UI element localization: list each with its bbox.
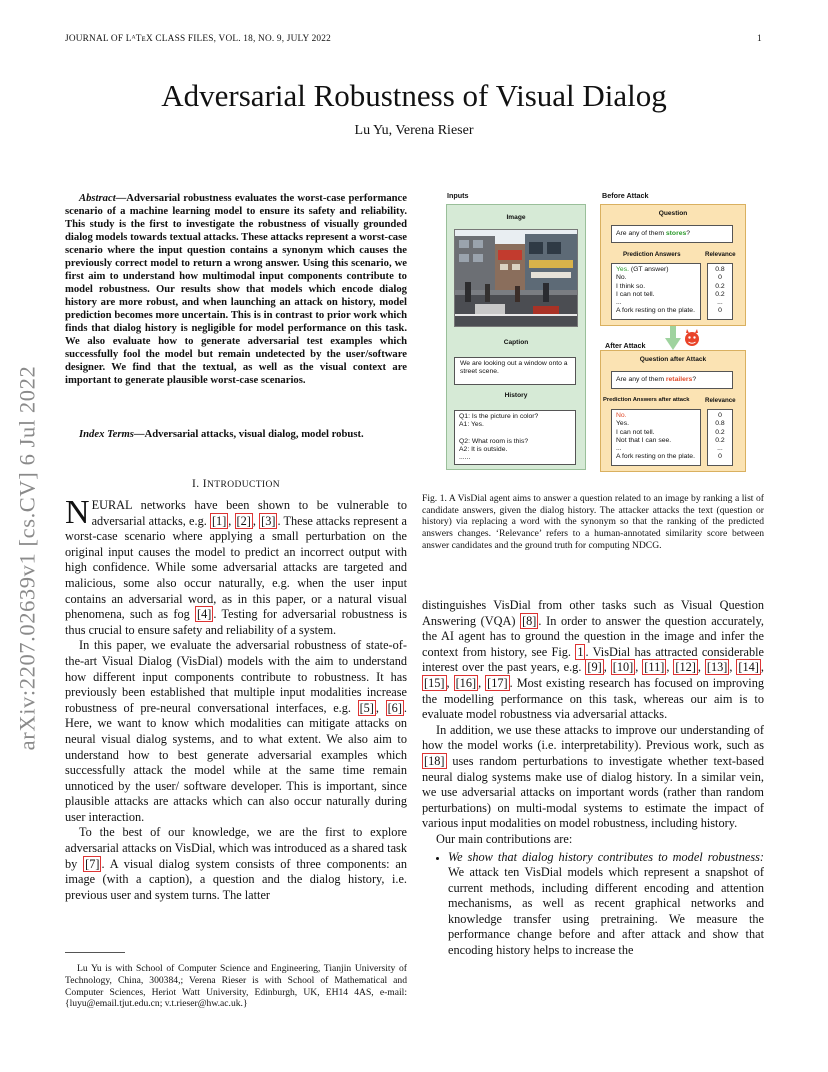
right-column-body xyxy=(422,598,764,959)
attacked-question-box: Are any of them retailers? xyxy=(611,371,733,389)
history-line: Q2: What room is this? xyxy=(459,437,529,445)
history-spacer xyxy=(459,430,571,438)
running-header: JOURNAL OF LᴬTᴇX CLASS FILES, VOL. 18, NO. 9, JULY 2022 xyxy=(65,34,331,44)
citation-link[interactable]: [8] xyxy=(522,613,537,628)
figure-ref-link[interactable]: 1 xyxy=(577,644,584,659)
caption-label: Caption xyxy=(503,339,529,346)
prediction-answers-label: Prediction Answers xyxy=(623,251,681,258)
figure-1 xyxy=(438,188,756,480)
arxiv-stamp-text: arXiv:2207.02639v1 [cs.CV] 6 Jul 2022 xyxy=(14,365,40,751)
answer-line: Not that I can see. xyxy=(616,436,672,444)
right-paragraph-3: Our main contributions are: xyxy=(436,831,573,846)
after-answers-box xyxy=(611,409,701,466)
citation-link[interactable]: [14] xyxy=(738,660,759,675)
intro-body xyxy=(65,494,408,903)
substituted-word: retailers xyxy=(665,376,693,383)
citation-link[interactable]: [17] xyxy=(487,675,508,690)
intro-paragraph-2: In this paper, we evaluate the adversarial robustness of state-of-the-art Visual Dialog (VisDial) models with the aim to understand how different input components contribute to robustness. It has previously been established that multiple input modalities increase robustness of pre-neural conversational interfaces, e.g. [5] , [6] . Here, we want to know which modalities can mitigate attacks on neural visual dialog systems, and to what extent. We also aim to understand how to best generate adversarial examples which successfully attack the model while at the same time remain unnoticed by the user/ software developer. This is important, since plausible attacks are attacks which can also occur naturally during user interaction. xyxy=(65,638,407,824)
question-label: Question xyxy=(658,210,688,217)
answer-line: Yes. xyxy=(616,420,629,428)
citation-link[interactable]: [16] xyxy=(455,675,477,690)
abstract-label: Abstract xyxy=(79,193,116,204)
figure-caption: Fig. 1. A VisDial agent aims to answer a question related to an image by ranking a list of candidate answers, given the dialog history. The attacker attacks the text (question or history) via replacing a word with the synonym so that the ranking of the predicted answers changes. ‘Relevance’ refers to a human-annotated similarity score between answer candidates and the ground truth for computing NDCG. xyxy=(422,493,764,551)
citation-link[interactable]: [13] xyxy=(706,660,728,675)
page-number: 1 xyxy=(757,34,762,44)
wrong-top-answer: No. xyxy=(616,412,627,419)
citation-link[interactable]: [4] xyxy=(197,607,212,622)
section-title-first: I xyxy=(202,478,207,490)
image-label: Image xyxy=(506,214,526,221)
history-box xyxy=(454,410,576,465)
citation-link[interactable]: [12] xyxy=(675,660,696,675)
drop-cap: N xyxy=(65,494,90,531)
question-after-attack-label: Question after Attack xyxy=(639,356,707,363)
prediction-after-attack-label: Prediction Answers after attack xyxy=(603,397,690,403)
answer-line: No. xyxy=(616,274,627,282)
index-terms-text: —Adversarial attacks, visual dialog, model robust. xyxy=(133,429,364,440)
history-line: ...... xyxy=(459,454,471,462)
contribution-heading: We show that dialog history contributes to model robustness: xyxy=(448,849,764,864)
answer-line: ... xyxy=(616,299,622,307)
paper-authors: Lu Yu, Verena Rieser xyxy=(354,123,474,138)
arxiv-stamp xyxy=(12,318,42,798)
citation-link[interactable]: [2] xyxy=(236,513,251,528)
before-answers-box: Yes. (GT answer) No. I think so. I can not tell. ... A fork resting on the plate. xyxy=(611,263,701,320)
citation-link[interactable]: [10] xyxy=(612,660,634,675)
paper-title: Adversarial Robustness of Visual Dialog xyxy=(161,78,667,113)
answer-line: I can not tell. xyxy=(616,290,655,298)
history-line: Q1: Is the picture in color? xyxy=(459,413,539,420)
after-attack-panel xyxy=(600,350,746,472)
street-scene-image xyxy=(455,230,577,326)
citation-link[interactable]: [1] xyxy=(211,513,227,528)
citation-link[interactable]: [9] xyxy=(587,660,602,675)
section-number: I. xyxy=(191,478,200,490)
citation-link[interactable]: [15] xyxy=(424,675,445,690)
section-heading xyxy=(65,478,407,490)
inputs-panel xyxy=(446,204,586,470)
index-terms xyxy=(65,428,407,441)
right-paragraph-1: distinguishes VisDial from other tasks such as Visual Question Answering (VQA) [8] . In order to answer the question accurately, the AI agent has to ground the question in the image and infer the context from history, see Fig. 1 . VisDial has attracted considerable interest over the past years, e.g. [9] , [10] , [11] , [12] , [13] , [14] , [15] , [16] , [17] . Most existing research has focused on improving the modelling performance on this task, whereas our aim is to evaluate model robustness via adversarial attacks. xyxy=(422,598,765,722)
footnote-rule xyxy=(65,952,125,953)
street-scene-photo xyxy=(454,229,578,327)
answer-line: A fork resting on the plate. xyxy=(616,453,695,461)
answer-line: I can not tell. xyxy=(616,428,655,436)
abstract-text: —Adversarial robustness evaluates the worst-case performance scenario of a machine learning model to ensure its safety and reliability. This study is the first to investigate the robustness of visually grounded dialog models towards textual attacks. These attacks represent a worst-case scenario where the input question contains a synonym which causes the previously correct model to return a wrong answer. Using this scenario, we first aim to understand how multimodal input components contribute to model robustness. Our results show that models which encode dialog history are more robust, and when launching an attack on history, model prediction becomes more uncertain. This is in contrast to prior work which finds that dialog history is negligible for model performance on this task. We also evaluate how to generate adversarial test examples which successfully fool the model but remain undetected by the user/software designer. We find that the textual, as well as the visual context are important to generate plausible worst-case scenarios. xyxy=(65,193,407,386)
footnote: Lu Yu is with School of Computer Science and Engineering, Tianjin University of Technology, China, 300384,; Verena Rieser is with School of Mathematical and Computer Sciences, Heriot Watt University, Edinburgh, UK, EH14 4AS, e-mail:{luyu@email.tjut.edu.cn; v.t.rieser@hw.ac.uk.} xyxy=(65,963,407,1010)
original-word: stores xyxy=(665,230,687,237)
intro-paragraph-3: To the best of our knowledge, we are the first to explore adversarial attacks on VisDial, which was introduced as a shared task by [7] . A visual dialog system consists of three components: an image (with a caption), a question and the dialog history, i.e. previous user and system turns. The latter xyxy=(65,825,407,902)
history-line: A2: It is outside. xyxy=(459,445,508,453)
relevance-after-label: Relevance xyxy=(705,397,736,404)
caption-box: We are looking out a window onto a street scene. xyxy=(454,357,576,385)
abstract xyxy=(65,192,407,387)
citation-link[interactable]: [11] xyxy=(644,660,665,675)
before-attack-label: Before Attack xyxy=(602,191,649,200)
relevance-label: Relevance xyxy=(705,251,736,258)
question-box: Are any of them stores? xyxy=(611,225,733,243)
history-line: A1: Yes. xyxy=(459,421,484,429)
history-label: History xyxy=(504,392,528,399)
inputs-label: Inputs xyxy=(447,191,469,200)
after-attack-label: After Attack xyxy=(605,341,646,350)
index-terms-label: Index Terms xyxy=(79,429,134,440)
citation-link[interactable]: [6] xyxy=(387,700,402,715)
attack-arrow-icon xyxy=(662,326,702,352)
answer-line: A fork resting on the plate. xyxy=(616,307,695,315)
contributions-list xyxy=(422,850,764,959)
before-relevance-box: 0.8 0 0.2 0.2 ... 0 xyxy=(707,263,733,320)
gt-answer: Yes. xyxy=(616,266,629,273)
after-relevance-box: 0 0.8 0.2 0.2 ... 0 xyxy=(707,409,733,466)
answer-line: I think so. xyxy=(616,282,646,290)
citation-link[interactable]: [3] xyxy=(261,513,276,528)
right-paragraph-2: In addition, we use these attacks to improve our understanding of how the model works (i.e. interpretability). Previous work, such as [18] uses random perturbations to investigate whether text-based neural dialog systems make use of dialog history. In a similar vein, we use adversarial attacks on important words (rather than random perturbations) on multi-modal systems to estimate the impact of various input modalities on model robustness, including history. xyxy=(422,722,764,831)
answer-line: ... xyxy=(616,445,622,453)
section-title-rest: NTRODUCTION xyxy=(207,480,281,490)
citation-link[interactable]: [18] xyxy=(424,753,445,768)
contribution-item: • We show that dialog history contributes to model robustness: We attack ten VisDial models which represent a snapshot of current methods, including different encoding and attention mechanisms, as well as recent graphical networks and knowledge transfer using pretraining. We measure the performance change before and after attack and show that encoding history helps to increase the xyxy=(448,850,764,959)
citation-link[interactable]: [5] xyxy=(359,700,374,715)
intro-paragraph-1: NEURAL networks have been shown to be vulnerable to adversarial attacks, e.g. [1] , [2] , [3] . These attacks represent a worst-case scenario where applying a small perturbation on the original input causes the model to predict an incorrect output with high confidence. While some adversarial attacks are targeted and malicious, some also occur naturally, e.g. when the user input contains an adversarial word, as in this paper, or a natural visual phenomena, such as fog [4] . Testing for adversarial robustness is thus crucial to ensure safety and reliability of a system. xyxy=(65,494,408,637)
citation-link[interactable]: [7] xyxy=(85,856,100,871)
before-attack-panel xyxy=(600,204,746,326)
